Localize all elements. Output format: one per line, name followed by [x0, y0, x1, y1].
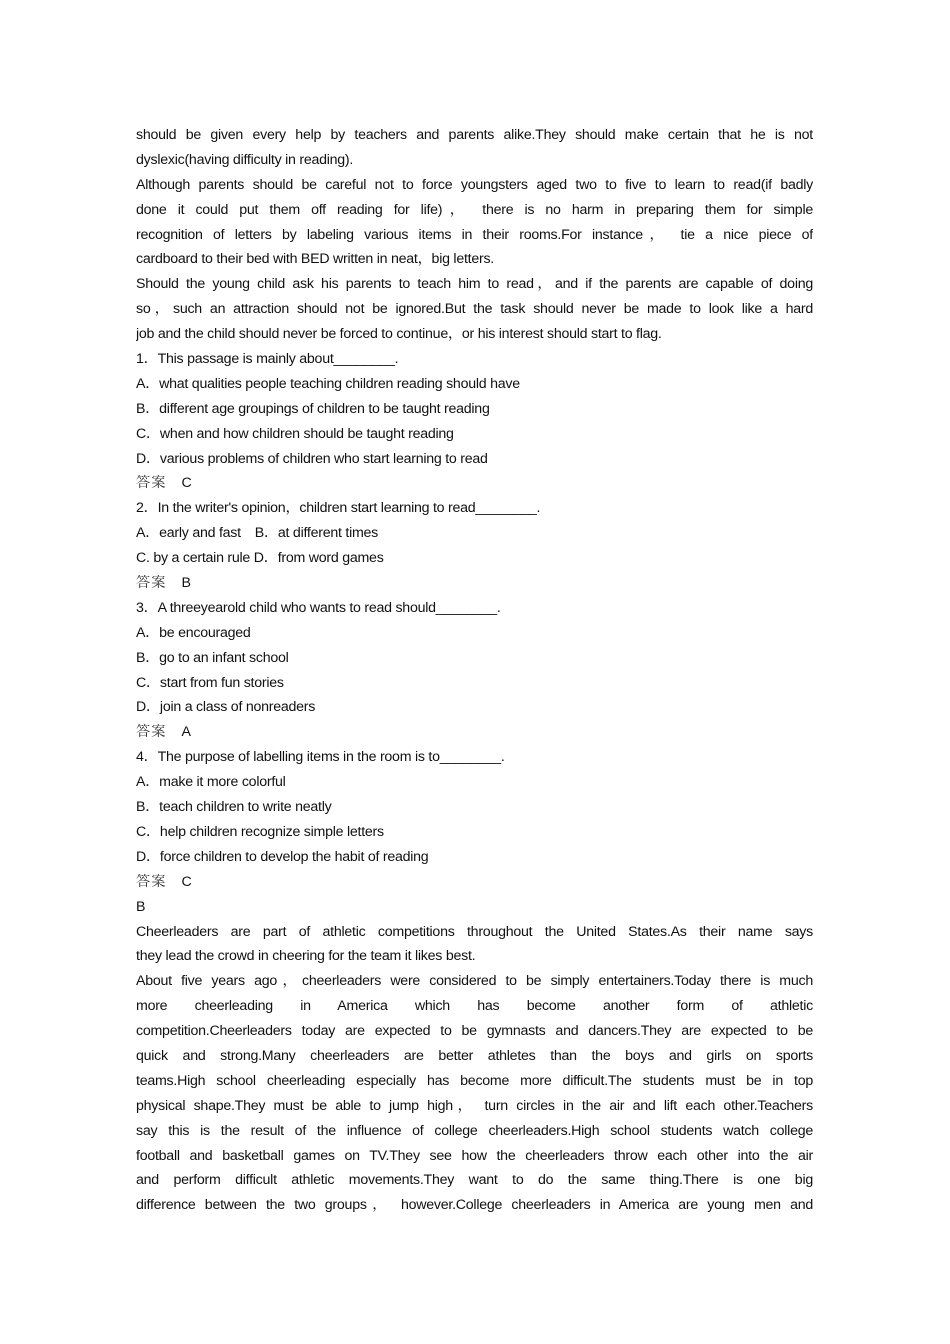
answer-option: D．force children to develop the habit of reading	[136, 848, 429, 865]
paragraph-line: job and the child should never be forced to continue，or his interest should start to flag.	[136, 326, 662, 343]
answer-option: C. by a certain rule D．from word games	[136, 550, 384, 567]
answer-line	[136, 870, 813, 895]
answer-line	[136, 571, 813, 596]
section-label: B	[136, 898, 146, 915]
paragraph-line: recognition of letters by labeling various items in their rooms.For instance， tie a nice piece of	[136, 226, 813, 243]
answer-value: C	[170, 873, 192, 890]
answer-option: A．what qualities people teaching children reading should have	[136, 375, 520, 392]
question-stem: 3．A threeyearold child who wants to read should________.	[136, 599, 501, 616]
answer-option: A．be encouraged	[136, 624, 251, 641]
paragraph-line: quick and strong.Many cheerleaders are better athletes than the boys and girls on sports	[136, 1047, 813, 1064]
paragraph-line: dyslexic(having difficulty in reading).	[136, 151, 354, 168]
answer-option: B．different age groupings of children to be taught reading	[136, 400, 490, 417]
paragraph-line: Although parents should be careful not to force youngsters aged two to five to learn to read(if badly	[136, 176, 813, 193]
answer-option: B．teach children to write neatly	[136, 799, 332, 816]
paragraph-line: done it could put them off reading for life)， there is no harm in preparing them for simple	[136, 201, 813, 218]
document-page	[136, 123, 813, 1218]
paragraph-line: competition.Cheerleaders today are expected to be gymnasts and dancers.They are expected to be	[136, 1023, 813, 1040]
paragraph-line: physical shape.They must be able to jump high， turn circles in the air and lift each other.Teachers	[136, 1097, 813, 1114]
paragraph-line: Cheerleaders are part of athletic competitions throughout the United States.As their name says	[136, 923, 813, 940]
paragraph-line: difference between the two groups， however.College cheerleaders in America are young men and	[136, 1197, 813, 1214]
answer-value: B	[170, 575, 191, 592]
question-stem: 4．The purpose of labelling items in the room is to________.	[136, 749, 505, 766]
answer-label: 答案	[136, 873, 167, 890]
answer-option: C．start from fun stories	[136, 674, 284, 691]
paragraph-line: About five years ago，cheerleaders were considered to be simply entertainers.Today there is much	[136, 973, 813, 990]
paragraph-line: football and basketball games on TV.They see how the cheerleaders throw each other into the air	[136, 1147, 813, 1164]
answer-value: A	[170, 724, 191, 741]
answer-option: B．go to an infant school	[136, 649, 289, 666]
answer-option: D．various problems of children who start learning to read	[136, 450, 488, 467]
paragraph-line: and perform difficult athletic movements.They want to do the same thing.There is one big	[136, 1172, 813, 1189]
question-stem: 2．In the writer's opinion，children start learning to read________.	[136, 500, 541, 517]
paragraph-line: they lead the crowd in cheering for the team it likes best.	[136, 948, 476, 965]
paragraph-line: say this is the result of the influence of college cheerleaders.High school students watch college	[136, 1122, 813, 1139]
answer-line	[136, 720, 813, 745]
paragraph-line: teams.High school cheerleading especially has become more difficult.The students must be in top	[136, 1072, 813, 1089]
answer-label: 答案	[136, 575, 167, 592]
paragraph-line: should be given every help by teachers and parents alike.They should make certain that he is not	[136, 127, 813, 143]
answer-line	[136, 471, 813, 496]
answer-value: C	[170, 475, 192, 492]
question-stem: 1．This passage is mainly about________.	[136, 351, 399, 368]
answer-option: A．make it more colorful	[136, 774, 286, 791]
paragraph-line: cardboard to their bed with BED written in neat，big letters.	[136, 251, 495, 268]
answer-option: C．help children recognize simple letters	[136, 823, 384, 840]
answer-option: D．join a class of nonreaders	[136, 699, 316, 716]
answer-label: 答案	[136, 724, 167, 741]
paragraph-line: Should the young child ask his parents to teach him to read，and if the parents are capable of doing	[136, 276, 813, 293]
answer-option: C．when and how children should be taught reading	[136, 425, 454, 442]
answer-option: A．early and fast B．at different times	[136, 525, 379, 542]
answer-label: 答案	[136, 475, 167, 492]
paragraph-line: so，such an attraction should not be ignored.But the task should never be made to look like a hard	[136, 301, 813, 318]
paragraph-line: more cheerleading in America which has become another form of athletic	[136, 998, 813, 1015]
